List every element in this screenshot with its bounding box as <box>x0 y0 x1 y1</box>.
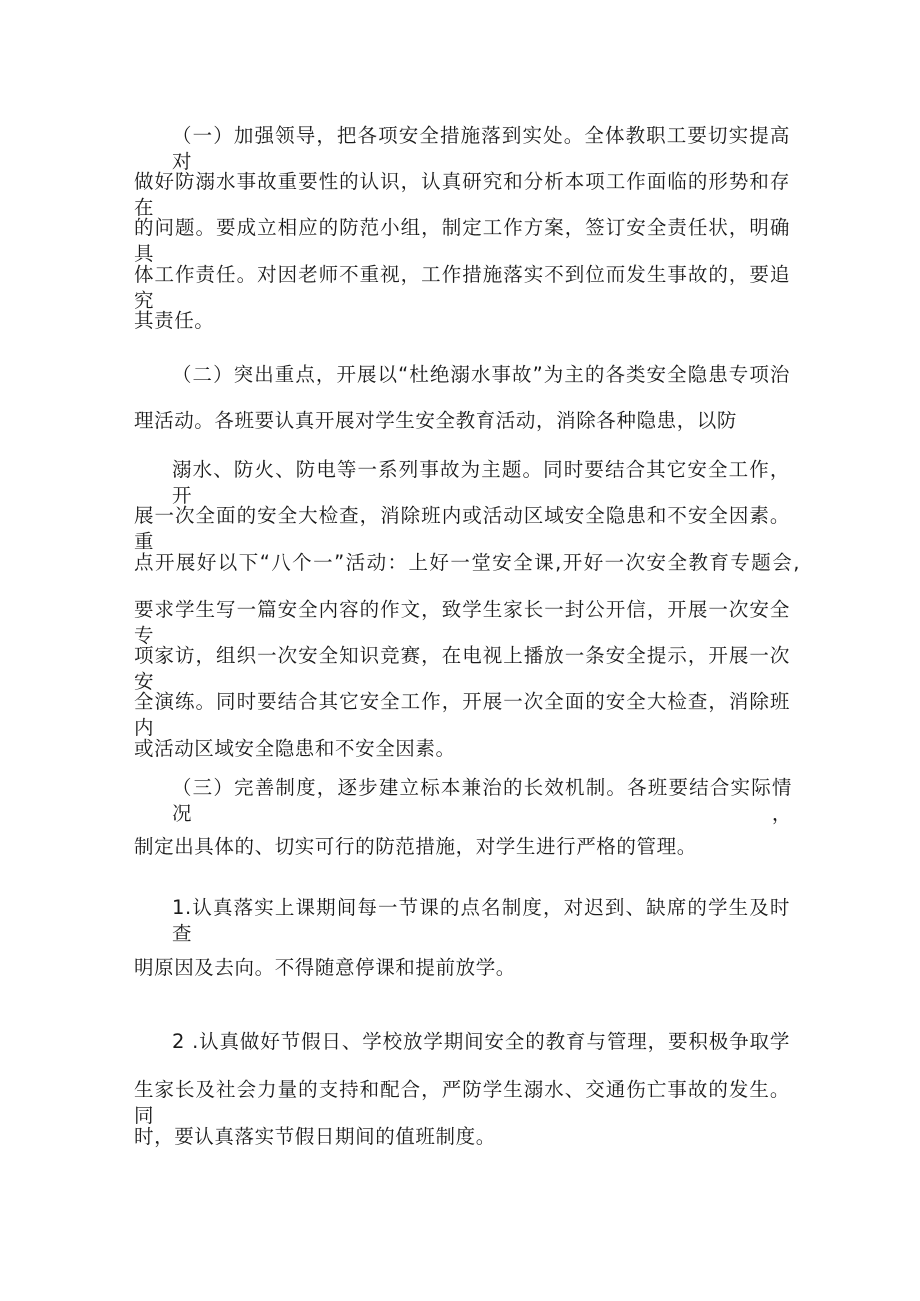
item2-line-1: 2 .认真做好节假日、学校放学期间安全的教育与管理，要积极争取学 <box>172 1030 790 1053</box>
item2-line-3: 时，要认真落实节假日期间的值班制度。 <box>134 1125 496 1148</box>
item2-line-2: 生家长及社会力量的支持和配合，严防学生溺水、交通伤亡事故的发生。同 <box>134 1078 790 1127</box>
section1-line-1: （一）加强领导，把各项安全措施落到实处。全体教职工要切实提高对 <box>172 124 790 173</box>
section1-line-5: 其责任。 <box>134 309 215 332</box>
section2-line-6: 要求学生写一篇安全内容的作文，致学生家长一封公开信，开展一次安全专 <box>134 598 790 647</box>
section3-line-1: （三）完善制度，逐步建立标本兼治的长效机制。各班要结合实际情况， <box>172 776 792 825</box>
section2-line-3: 溺水、防火、防电等一系列事故为主题。同时要结合其它安全工作，开 <box>172 458 790 507</box>
section2-line-7: 项家访，组织一次安全知识竞赛，在电视上播放一条安全提示，开展一次安 <box>134 644 790 693</box>
section2-line-9: 或活动区域安全隐患和不安全因素。 <box>134 737 456 760</box>
section3-line-2: 制定出具体的、切实可行的防范措施，对学生进行严格的管理。 <box>134 835 697 858</box>
section1-line-4: 体工作责任。对因老师不重视，工作措施落实不到位而发生事故的，要追究 <box>134 263 790 312</box>
section2-line-8: 全演练。同时要结合其它安全工作，开展一次全面的安全大检查，消除班内 <box>134 690 790 739</box>
item1-line-2: 明原因及去向。不得随意停课和提前放学。 <box>134 956 516 979</box>
section1-line-3: 的问题。要成立相应的防范小组，制定工作方案，签订安全责任状，明确具 <box>134 216 790 265</box>
section2-line-2: 理活动。各班要认真开展对学生安全教育活动，消除各种隐患，以防 <box>134 409 738 432</box>
section1-line-2: 做好防溺水事故重要性的认识，认真研究和分析本项工作面临的形势和存在 <box>134 170 790 219</box>
section2-line-4: 展一次全面的安全大检查，消除班内或活动区域安全隐患和不安全因素。重 <box>134 504 790 553</box>
section2-line-1: （二）突出重点，开展以“杜绝溺水事故”为主的各类安全隐患专项治 <box>172 363 790 386</box>
item1-line-1: 1.认真落实上课期间每一节课的点名制度，对迟到、缺席的学生及时查 <box>172 896 790 945</box>
section2-line-5: 点开展好以下“八个一”活动：上好一堂安全课,开好一次安全教育专题会, <box>134 551 800 574</box>
